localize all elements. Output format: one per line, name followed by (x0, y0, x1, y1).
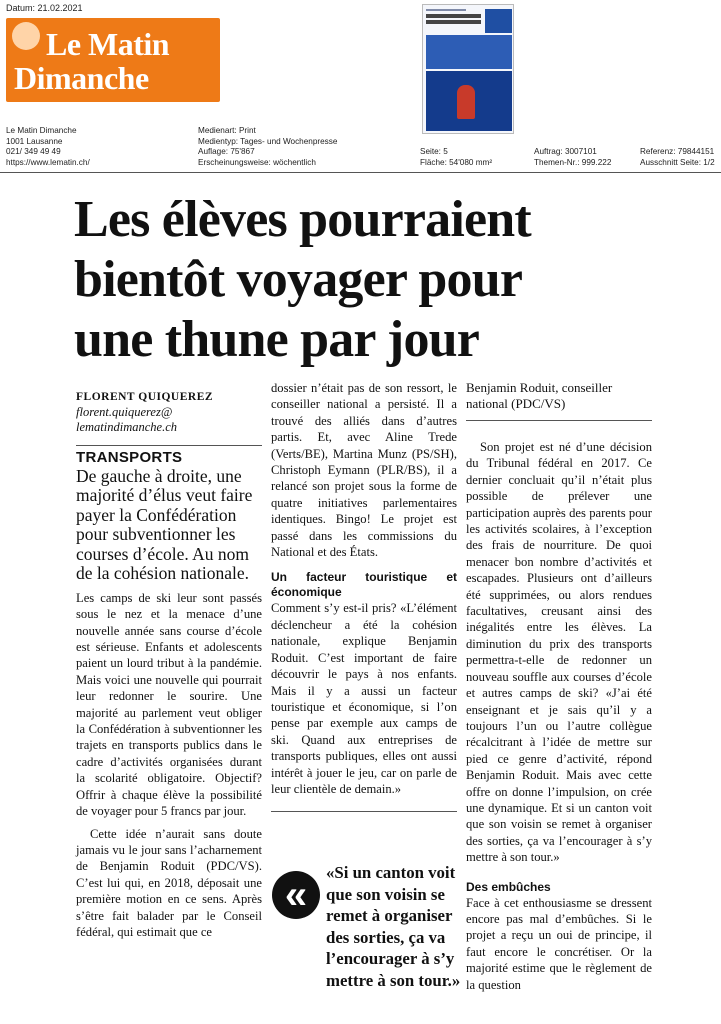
logo-line-1: Le Matin (46, 26, 170, 62)
author-email-line-1: florent.quiquerez@ (76, 405, 173, 420)
pull-quote: «Si un canton voit que son voisin se remet à organiser des sorties, ça va l’encourager à s’y mettre à son tour.» (326, 863, 461, 990)
order-number: Auftrag: 3007101 (534, 147, 597, 156)
header-divider (0, 172, 721, 173)
subheading-obstacles: Des embûches (466, 879, 551, 894)
page-info (420, 147, 492, 168)
publication-logo (6, 18, 220, 102)
author-email-line-2: lematindimanche.ch (76, 420, 178, 435)
paragraph-4: Comment s’y est-il pris? «L’élément déclencheur a été la cohésion nationale, explique Benjamin Roduit. C’est important de faire découvrir le pays à nos enfants. Mais il y a aussi un facteur touristique et économique, si l’on pense par exemple aux camps de ski. Quand aux entreprises de transports publiques, elles ont aussi intérêt à jouer le jeu, car on parle de leur clientèle de demain.» (271, 601, 457, 796)
media-category: Medientyp: Tages- und Wochenpresse (198, 136, 338, 146)
caption-divider (466, 420, 652, 421)
subheading-tourism: Un facteur touristique et économique (271, 570, 457, 600)
media-info (198, 126, 337, 168)
quote-divider (271, 811, 457, 812)
section-kicker: TRANSPORTS (76, 449, 183, 467)
quote-caption: Benjamin Roduit, conseiller national (PDC/VS) (466, 380, 613, 411)
document-date: Datum: 21.02.2021 (6, 3, 83, 13)
publisher-phone: 021/ 349 49 49 (6, 147, 61, 157)
paragraph-6: Face à cet enthousiasme se dressent encore pas mal d’embûches. Si le projet a reçu un oui de principe, il faut encore le concrétiser. Or la majorité estime que le règlement de la question (466, 895, 652, 992)
headline-line-1: Les élèves pourraient (74, 191, 531, 248)
article-headline (74, 190, 674, 370)
page-thumbnail (422, 4, 514, 134)
page-number: Seite: 5 (420, 147, 448, 156)
logo-sun-icon (12, 22, 40, 50)
paragraph-1: Les camps de ski leur sont passés sous le nez et la menace d’une nouvelle année sans course d’école est sérieuse. Enfants et adolescents paient un lourd tribut à la pandémie. Mais voici une nouvelle qui pourrait leur redonner le sourire. Une majorité au parlement veut obliger la Confédération à subventionner les trajets en transports publics dans le cadre d’activités organisées durant la scolarité obligatoire. Objectif? Offrir à chaque élève la possibilité de voyager pour 5 francs par jour. (76, 590, 262, 819)
byline-divider (76, 445, 262, 446)
media-frequency: Erscheinungsweise: wöchentlich (198, 157, 316, 167)
publisher-info (6, 126, 90, 168)
media-type: Medienart: Print (198, 126, 256, 135)
paragraph-2: Cette idée n’aurait sans doute jamais vu le jour sans l’acharnement de Benjamin Roduit (PDC/VS). C’est lui qui, en 2018, déposait une première motion en ce sens. Après s’être fait balader par le Conseil fédéral, qui estimait que ce (76, 826, 262, 939)
topic-number: Themen-Nr.: 999.222 (534, 157, 612, 167)
article-column-2 (271, 380, 457, 812)
headline-line-3: une thune par jour (74, 311, 480, 368)
article-lead: De gauche à droite, une majorité d’élus veut faire payer la Confédération pour subventionner les courses d’école. Au nom de la cohésion nationale. (76, 465, 253, 584)
publisher-url: https://www.lematin.ch/ (6, 157, 90, 167)
quote-mark-icon: « (272, 871, 320, 919)
order-info (534, 147, 611, 168)
paragraph-5: Son projet est né d’une décision du Tribunal fédéral en 2017. Ce dernier concluait qu’il n’était plus possible de prélever une participation auprès des parents pour les activités scolaires, à l’exception des frais de nourriture. De quoi menacer bon nombre d’activités et escapades. Plusieurs ont d’ailleurs été supprimées, ou alors rendues facultatives, creusant ainsi des inégalités entre les élèves. La diminution du prix des transports permettra-t-elle de redonner un nouveau souffle aux courses d’école et autres camps de ski? «J’ai été enseignant et je sais qu’il y a toujours l’un ou l’autre collègue récalcitrant à l’idée de mettre sur pied ce genre d’activité, répond Benjamin Roduit. Mais avec cette offre on donne l’impulsion, on crée une dynamique. Et si un canton voit que son voisin se remet à organiser des sorties, ça va l’encourager à s’y mettre à son tour.» (466, 440, 652, 865)
excerpt-page: Ausschnitt Seite: 1/2 (640, 157, 715, 167)
author-name: FLORENT QUIQUEREZ (76, 391, 214, 403)
page-area: Fläche: 54'080 mm² (420, 157, 493, 167)
logo-line-2: Dimanche (14, 60, 149, 96)
publisher-city: 1001 Lausanne (6, 136, 63, 146)
article-column-1 (76, 389, 262, 940)
publisher-name: Le Matin Dimanche (6, 126, 77, 135)
reference-info (640, 147, 715, 168)
headline-line-2: bientôt voyager pour (74, 251, 523, 308)
reference-number: Referenz: 79844151 (640, 147, 715, 156)
article-column-3 (466, 380, 652, 993)
media-circulation: Auflage: 75'867 (198, 147, 255, 157)
paragraph-3: dossier n’était pas de son ressort, le conseiller national a persisté. Il a trouvé des alliés dans d’autres partis. Et, avec Aline Trede (Verts/BE), Martina Munz (PS/SH), Christoph Eymann (PLR/BS), il a relancé son projet sous la forme de quatre initiatives parlementaires identiques. Bingo! Le projet est passé dans les commissions du National et des États. (271, 381, 457, 560)
